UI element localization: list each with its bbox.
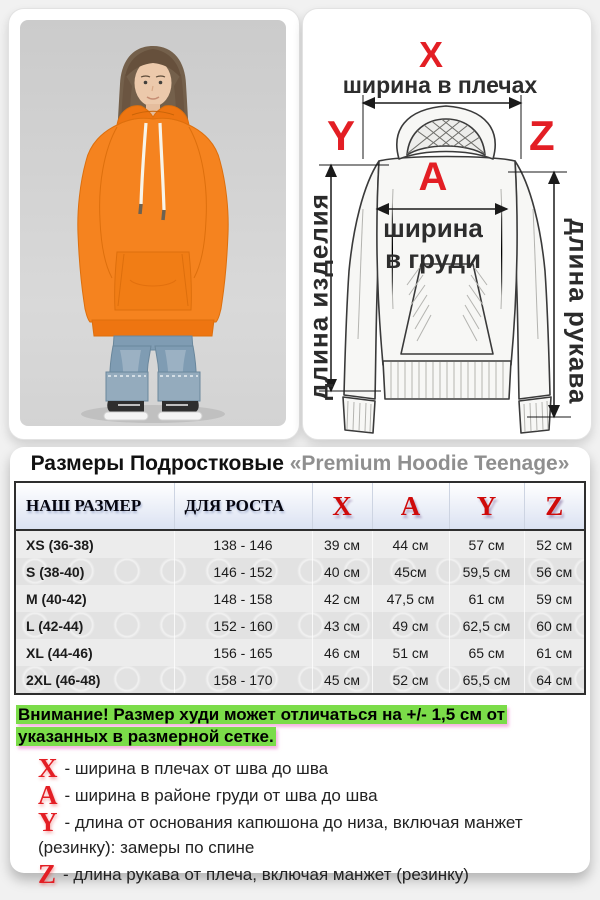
diagram-letter-a: A <box>418 155 448 199</box>
diagram-label-shoulder-width: ширина в плечах <box>342 72 538 98</box>
chest-width-line1: ширина <box>383 213 483 243</box>
cell-size: L (42-44) <box>26 617 84 634</box>
legend-item-a <box>38 780 582 810</box>
cell-y: 65 см <box>449 639 524 666</box>
legend-text: - ширина в районе груди от шва до шва <box>64 786 378 805</box>
legend-text-continued: (резинку): замеры по спине <box>38 838 255 857</box>
table-row <box>15 612 585 639</box>
cell-z: 59 см <box>524 585 585 612</box>
diagram-letter-z: Z <box>529 112 555 159</box>
attention-line-2: указанных в размерной сетке. <box>18 727 274 746</box>
table-row <box>15 558 585 585</box>
table-row <box>15 666 585 694</box>
column-header-0: НАШ РАЗМЕР <box>15 482 174 530</box>
diagram-letter-x: X <box>418 34 443 75</box>
chest-width-line2: в груди <box>385 244 481 274</box>
cell-y: 65,5 см <box>449 666 524 694</box>
legend-letter-a: A <box>38 780 58 810</box>
legend-letter-y: Y <box>38 807 58 837</box>
column-header-1: ДЛЯ РОСТА <box>174 482 312 530</box>
cell-x: 43 см <box>312 612 372 639</box>
cell-a: 51 см <box>372 639 449 666</box>
legend-text: - длина рукава от плеча, включая манжет (резинку) <box>63 865 469 884</box>
cell-y: 61 см <box>449 585 524 612</box>
cell-height: 152 - 160 <box>174 612 312 639</box>
cell-x: 42 см <box>312 585 372 612</box>
cell-x: 46 см <box>312 639 372 666</box>
cell-size: M (40-42) <box>26 590 87 607</box>
diagram-label-item-length: длина изделия <box>303 193 334 400</box>
cell-z: 64 см <box>524 666 585 694</box>
legend-letter-x: X <box>38 753 58 783</box>
cell-z: 61 см <box>524 639 585 666</box>
table-row <box>15 639 585 666</box>
attention-note <box>16 704 584 748</box>
cell-size: 2XL (46-48) <box>26 671 101 688</box>
legend-text: - длина от основания капюшона до низа, включая манжет <box>64 813 523 832</box>
cell-a: 52 см <box>372 666 449 694</box>
title-secondary: «Premium Hoodie Teenage» <box>289 452 570 475</box>
cell-height: 138 - 146 <box>174 530 312 558</box>
legend-item-z <box>38 859 582 889</box>
cell-height: 148 - 158 <box>174 585 312 612</box>
size-table-header <box>15 482 585 530</box>
legend-letter-z: Z <box>38 859 57 889</box>
legend-item-x <box>38 753 582 783</box>
cell-y: 62,5 см <box>449 612 524 639</box>
model-illustration <box>20 20 286 426</box>
cell-y: 57 см <box>449 530 524 558</box>
cell-z: 60 см <box>524 612 585 639</box>
column-header-3: A <box>372 482 449 530</box>
size-table-body <box>15 530 585 694</box>
diagram-label-sleeve-length: длина рукава <box>563 218 594 405</box>
product-photo-card <box>8 8 300 440</box>
cell-height: 156 - 165 <box>174 639 312 666</box>
cell-x: 45 см <box>312 666 372 694</box>
cell-size: S (38-40) <box>26 563 85 580</box>
cell-a: 49 см <box>372 612 449 639</box>
legend-item-y <box>38 807 582 860</box>
cell-a: 47,5 см <box>372 585 449 612</box>
size-table <box>14 481 586 695</box>
attention-line-1: Внимание! Размер худи может отличаться на +/- 1,5 см от <box>18 705 505 724</box>
table-row <box>15 530 585 558</box>
diagram-letter-y: Y <box>327 112 356 159</box>
table-row <box>15 585 585 612</box>
measurement-legend <box>38 753 582 889</box>
column-header-4: Y <box>449 482 524 530</box>
cell-size: XL (44-46) <box>26 644 93 661</box>
measurement-diagram-card <box>302 8 592 440</box>
column-header-5: Z <box>524 482 585 530</box>
cell-z: 52 см <box>524 530 585 558</box>
diagram-label-chest-width <box>289 213 577 275</box>
cell-a: 45см <box>372 558 449 585</box>
size-info-card <box>10 447 590 889</box>
cell-y: 59,5 см <box>449 558 524 585</box>
product-photo <box>20 20 286 426</box>
cell-a: 44 см <box>372 530 449 558</box>
page-title <box>10 447 590 476</box>
legend-text: - ширина в плечах от шва до шва <box>64 759 329 778</box>
cell-z: 56 см <box>524 558 585 585</box>
column-header-2: X <box>312 482 372 530</box>
cell-x: 39 см <box>312 530 372 558</box>
cell-size: XS (36-38) <box>26 536 94 553</box>
cell-height: 146 - 152 <box>174 558 312 585</box>
cell-x: 40 см <box>312 558 372 585</box>
cell-height: 158 - 170 <box>174 666 312 694</box>
title-primary: Размеры Подростковые <box>30 452 284 475</box>
